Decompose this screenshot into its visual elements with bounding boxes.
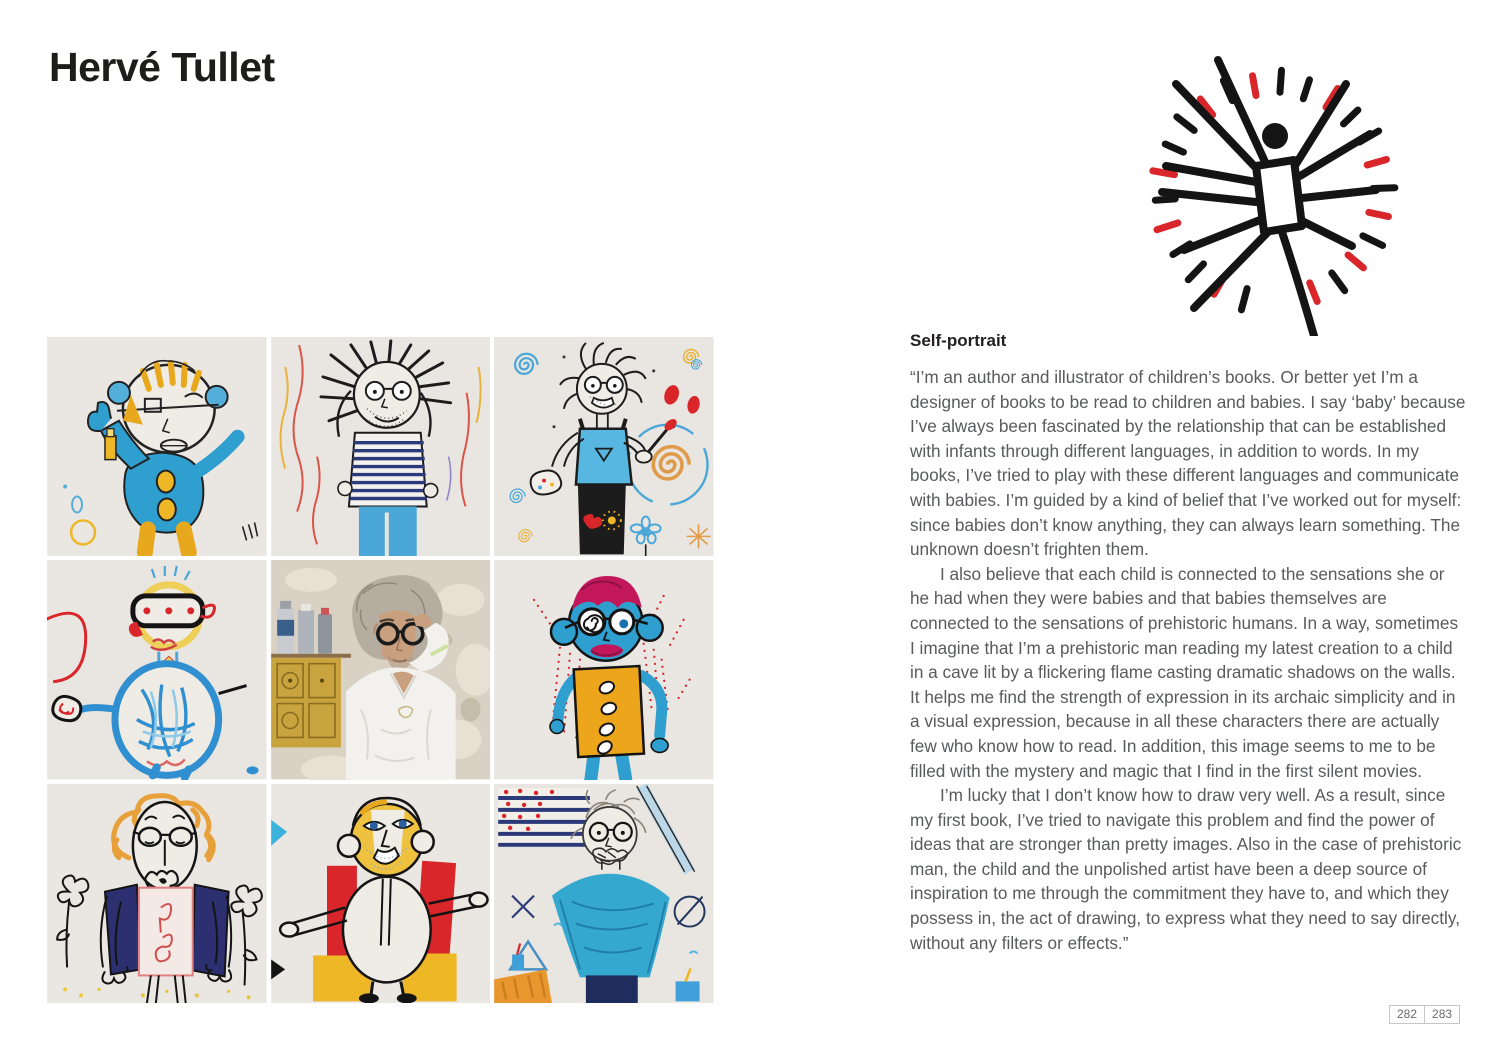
quote-paragraph-2: I also believe that each child is connected to the sensations she or he had when they were babies and that babies themselves are connected to the sensations of prehistoric humans. In a way, sometimes I imagine that I’m a prehistoric man reading my latest creation to a child in a cave lit by a flickering flame casting dramatic shadows on the walls. It helps me find the strength of expression in its archaic simplicity and in a visual expression, because in all these characters there are actually few who know how to read. In addition, this image seems to me to be filled with the mystery and magic that I find in the first silent movies. [910, 563, 1459, 781]
drawing-tpose-figure-illustration [271, 784, 491, 1003]
portrait-grid [47, 337, 714, 1003]
drawing-blue-robot-figure [494, 560, 714, 779]
self-portrait-logo [1138, 40, 1408, 336]
drawing-blue-robot-figure-illustration [494, 560, 714, 779]
drawing-tpose-figure [271, 784, 491, 1003]
drawing-blue-torso-figure-illustration [47, 337, 267, 556]
drawing-blue-sweater-figure-illustration [494, 784, 714, 1003]
quote-paragraph-3: I’m lucky that I don’t know how to draw very well. As a result, since my first book, I’ve tried to navigate this problem and find the power of ideas that are stronger than pretty images. Also in the case of prehistoric man, the child and the unpolished artist have been a deep source of inspiration to me through the commitment they have to, and which they possess in, the act of drawing, to express what they need to say directly, without any filters or effects.” [910, 785, 1462, 953]
photo-herve-tullet-illustration [271, 560, 491, 779]
page-number-left: 282 [1389, 1005, 1425, 1024]
drawing-masked-scribble-figure-illustration [47, 560, 267, 779]
drawing-blue-sweater-figure [494, 784, 714, 1003]
self-portrait-logo-illustration [1138, 40, 1408, 336]
drawing-painter-figure-illustration [494, 337, 714, 556]
section-heading: Self-portrait [910, 331, 1007, 350]
drawing-painter-figure [494, 337, 714, 556]
drawing-bearded-vest-figure [47, 784, 267, 1003]
drawing-bearded-vest-figure-illustration [47, 784, 267, 1003]
page-number-right: 283 [1425, 1005, 1460, 1024]
drawing-masked-scribble-figure [47, 560, 267, 779]
drawing-blue-torso-figure [47, 337, 267, 556]
photo-herve-tullet [271, 560, 491, 779]
page-number-boxes [1389, 1005, 1460, 1024]
self-portrait-section [910, 331, 1467, 955]
drawing-striped-shirt-figure [271, 337, 491, 556]
drawing-striped-shirt-figure-illustration [271, 337, 491, 556]
quote-paragraph-1: “I’m an author and illustrator of children’s books. Or better yet I’m a designer of books to be read to children and babies. I say ‘baby’ because I’ve always been fascinated by the relationship that can be established with infants through different languages, in addition to words. In my books, I’ve tried to play with these different languages and communicate with babies. I’m guided by a kind of belief that I’ve worked out for myself: since babies don’t know anything, they can always learn something. The unknown doesn’t frighten them. [910, 367, 1466, 560]
page-title: Hervé Tullet [49, 44, 275, 90]
